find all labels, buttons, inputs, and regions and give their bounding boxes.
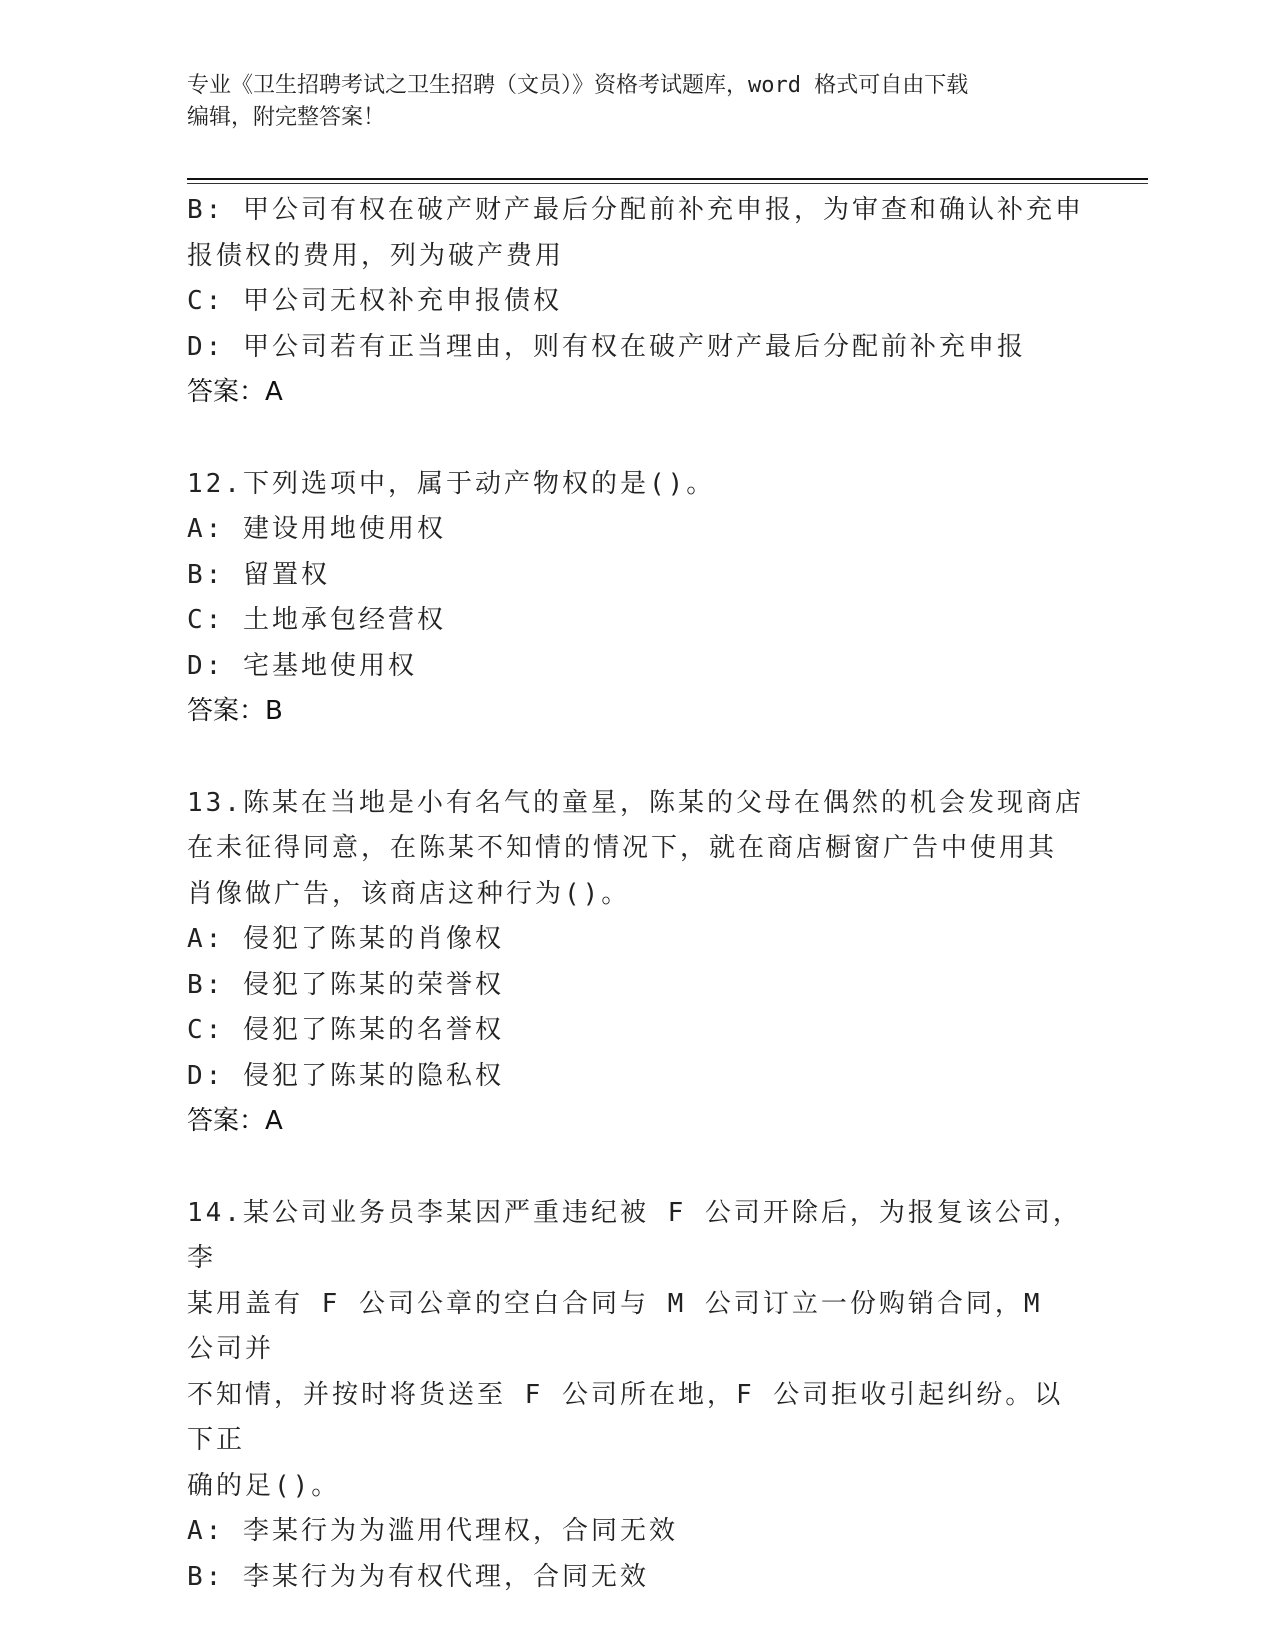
question-stem-line-3: 肖像做广告，该商店这种行为()。 xyxy=(187,878,631,909)
answer: 答案：B xyxy=(187,696,283,726)
option-c: C: 土地承包经营权 xyxy=(187,605,446,635)
header-divider-thin xyxy=(187,183,1148,184)
question-11-tail xyxy=(187,188,1087,416)
question-13 xyxy=(187,781,1087,1145)
option-b-line-1: B: 甲公司有权在破产财产最后分配前补充申报，为审查和确认补充申 xyxy=(187,195,1084,225)
option-c: C: 甲公司无权补充申报债权 xyxy=(187,286,562,316)
question-stem-line-3: 不知情，并按时将货送至 F 公司所在地，F 公司拒收引起纠纷。以下正 xyxy=(187,1379,1064,1455)
question-stem: 12.下列选项中，属于动产物权的是()。 xyxy=(187,468,716,499)
option-d: D: 甲公司若有正当理由，则有权在破产财产最后分配前补充申报 xyxy=(187,331,1026,362)
question-12 xyxy=(187,462,1087,735)
question-stem-line-4: 确的足()。 xyxy=(187,1470,341,1501)
question-stem-line-2: 某用盖有 F 公司公章的空白合同与 M 公司订立一份购销合同，M 公司并 xyxy=(187,1288,1062,1364)
header-line-2: 编辑，附完整答案！ xyxy=(187,105,386,130)
option-d: D: 宅基地使用权 xyxy=(187,650,417,681)
answer: 答案：A xyxy=(187,1106,283,1136)
question-stem-line-1: 13.陈某在当地是小有名气的童星，陈某的父母在偶然的机会发现商店 xyxy=(187,787,1084,818)
header-divider-thick xyxy=(187,178,1148,180)
option-a: A: 建设用地使用权 xyxy=(187,514,446,544)
document-header xyxy=(187,70,1067,134)
option-a: A: 侵犯了陈某的肖像权 xyxy=(187,924,504,954)
option-a: A: 李某行为为滥用代理权，合同无效 xyxy=(187,1516,678,1546)
option-b: B: 留置权 xyxy=(187,559,330,590)
option-b-line-2: 报债权的费用，列为破产费用 xyxy=(187,240,565,271)
option-c: C: 侵犯了陈某的名誉权 xyxy=(187,1015,504,1045)
question-stem-line-1: 14.某公司业务员李某因严重违纪被 F 公司开除后，为报复该公司，李 xyxy=(187,1197,1082,1273)
answer: 答案：A xyxy=(187,377,283,407)
header-line-1: 专业《卫生招聘考试之卫生招聘（文员）》资格考试题库，word 格式可自由下载 xyxy=(187,73,969,98)
question-stem-line-2: 在未征得同意，在陈某不知情的情况下，就在商店橱窗广告中使用其 xyxy=(187,833,1058,863)
question-content xyxy=(187,188,1087,1600)
option-b: B: 侵犯了陈某的荣誉权 xyxy=(187,969,504,1000)
option-b: B: 李某行为为有权代理，合同无效 xyxy=(187,1561,649,1592)
question-14 xyxy=(187,1191,1087,1601)
option-d: D: 侵犯了陈某的隐私权 xyxy=(187,1060,504,1091)
